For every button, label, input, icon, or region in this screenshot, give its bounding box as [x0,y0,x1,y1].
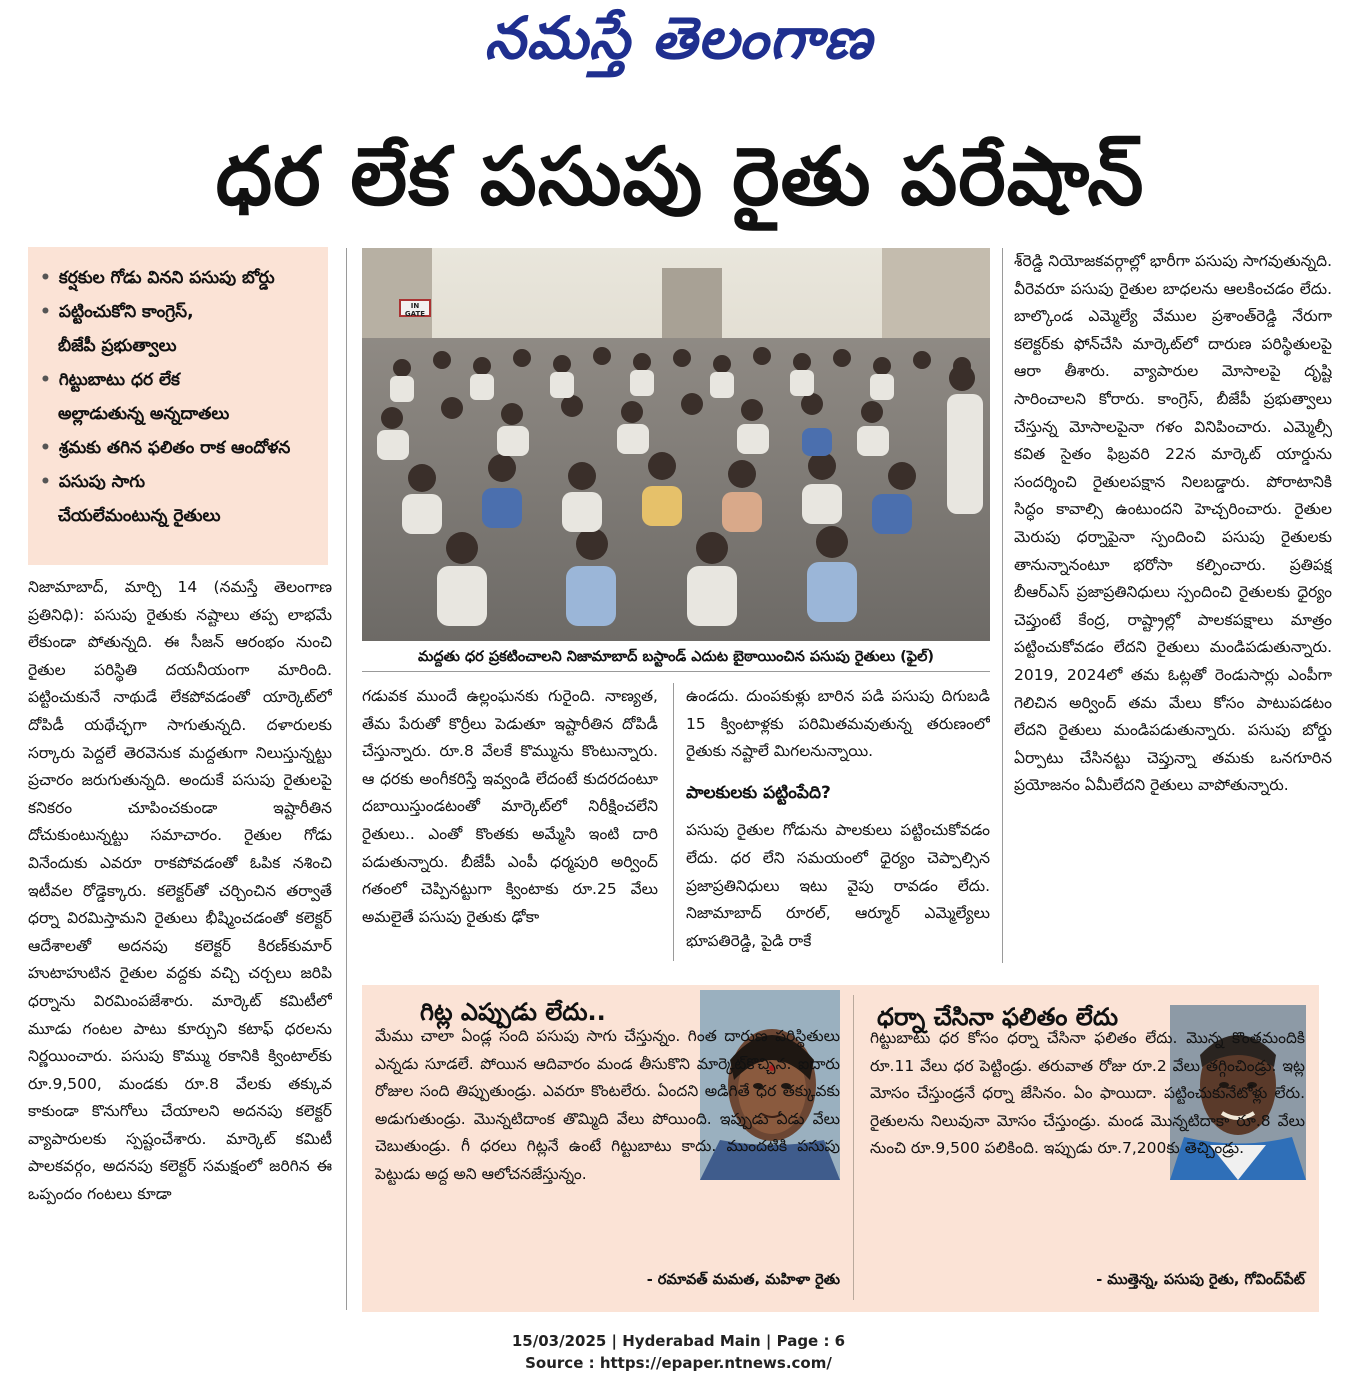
article-paragraph: ఉండదు. దుంపకుళ్లు బారిన పడి పసుపు దిగుబడి 15 క్వింటాళ్లకు పరిమితమవుతున్న తరుణంలో రైతుకు నష్టాలే మిగలనున్నాయి. [686,687,990,761]
quote-text-1 [375,1023,840,1263]
highlight-text: శ్రమకు తగిన ఫలితం రాక ఆందోళన [58,438,291,458]
column-divider [673,683,674,961]
quote-divider [853,995,854,1300]
quote-paragraph: మేము చాలా ఏండ్ల సంది పసుపు సాగు చేస్తున్నం. గింత దారుణ పరిస్థితులు ఎన్నడు సూడలే. పోయిన ఆదివారం మండ తీసుకొని మార్కెట్‌కొచ్చిన. ఐదారు రోజుల సంది తిప్పుతుండ్రు. ఎవరూ కొంటలేరు. ఏందని అడిగితే ధర తక్కువకు అడుగుతుండ్రు. మొన్నటిదాంక తొమ్మిది వేలు పోయింది. ఇప్పుడు ఏడు వేలు చెబుతుండ్రు. గీ ధరలు గిట్లనే ఉంటే గిట్టుబాటు కాదు. ముందటికి పసుపు పెట్టుడు అద్ద అని ఆలోచనజేస్తున్నం. [375,1027,840,1183]
highlights-box [28,247,328,565]
article-paragraph: నిజామాబాద్, మార్చి 14 (నమస్తే తెలంగాణ ప్రతినిధి): పసుపు రైతుకు నష్టాలు తప్ప లాభమే లేకుండా పోతున్నది. ఈ సీజన్ ఆరంభం నుంచి రైతుల పరిస్థితి దయనీయంగా మారింది. పట్టించుకునే నాథుడే లేకపోవడంతో యార్కెట్‌లో దోపిడీ యథేచ్ఛగా సాగుతున్నది. దళారులకు సర్కారు పెద్దలే తెరవెనుక మద్దతుగా నిలుస్తున్నట్టు ప్రచారం జరుగుతున్నది. అందుకే పసుపు రైతులపై కనికరం చూపించకుండా ఇష్టారీతిన దోచుకుంటున్నట్టు సమాచారం. రైతుల గోడు వినేందుకు ఎవరూ రాకపోవడంతో ఓపిక నశించి ఇటీవల రోడ్డెక్కారు. కలెక్టర్‌తో చర్చించిన తర్వాతే ధర్నా విరమిస్తామని రైతులు భీష్మించడంతో కలెక్టర్ ఆదేశాలతో అదనపు కలెక్టర్ కిరణ్‌కుమార్ హుటాహుటిన రైతుల వద్దకు వచ్చి చర్చలు జరిపి ధర్నాను విరమింపజేశారు. మార్కెట్ కమిటీలో మూడు గంటల పాటు కూర్చుని కటాఫ్ ధరలను నిర్ణయించారు. పసుపు కొమ్ము రకానికి క్వింటాల్‌కు రూ.9,500, మండకు రూ.8 వేలకు తక్కువ కాకుండా కొనుగోలు చేయాలని అదనపు కలెక్టర్ వ్యాపారులకు స్పష్టంచేశారు. మార్కెట్ కమిటీ పాలకవర్గం, అదనపు కలెక్టర్ సమక్షంలో జరిగిన ఈ ఒప్పందం గంటలు కూడా [28,578,332,1204]
footer-source: Source : https://epaper.ntnews.com/ [525,1354,832,1372]
gate-sign: IN GATE [404,302,426,318]
highlight-item [40,261,320,295]
highlight-text: కర్షకుల గోడు వినని పసుపు బోర్డు [58,268,275,288]
highlight-item [40,465,320,533]
article-column-4 [1014,248,1332,963]
bullet-icon: • [40,370,51,390]
article-paragraph: శ్‌రెడ్డి నియోజకవర్గాల్లో భారీగా పసుపు సాగవుతున్నది. వీరెవరూ పసుపు రైతుల బాధలను ఆలకించడం లేదు. బాల్కొండ ఎమ్మెల్యే వేముల ప్రశాంత్‌రెడ్డి నేరుగా కలెక్టర్‌కు ఫోన్‌చేసి మార్కెట్‌లో దారుణ పరిస్థితులపై ఆరా తీశారు. వ్యాపారుల మోసాలపై దృష్టి సారించాలని కోరారు. కాంగ్రెస్, బీజేపీ ప్రభుత్వాలు చేస్తున్న మోసాలపైనా గళం వినిపించారు. ఎమ్మెల్సీ కవిత సైతం ఫిబ్రవరి 22న మార్కెట్ యార్డును సందర్శించి రైతులపక్షాన నిలబడ్డారు. పోరాటానికి సిద్ధం కావాల్సి ఉంటుందని హెచ్చరించారు. రైతుల మెరుపు ధర్నాపైనా స్పందించి పసుపు రైతులకు తానున్నానంటూ భరోసా కల్పించారు. ప్రతిపక్ష బీఆర్ఎస్ ప్రజాప్రతినిధులు స్పందించి రైతులకు ధైర్యం చెప్తుంటే కేంద్ర, రాష్ట్రాల్లో పాలకపక్షాలు మాత్రం పట్టించుకోవడం లేదని రైతులు మండిపడుతున్నారు. 2019, 2024లో తమ ఓట్లతో రెండుసార్లు ఎంపీగా గెలిచిన అర్వింద్ తమ మేలు కోసం పాటుపడటం లేదని రైతులు మండిపడుతున్నారు. పసుపు బోర్డు ఏర్పాటు చేసినట్టు చెప్తున్నా తమకు ఒనగూరిన ప్రయోజనం ఏమీలేదని రైతులు వాపోతున్నారు. [1014,252,1332,795]
column-divider [1002,248,1003,963]
bullet-icon: • [40,302,51,322]
column-divider [346,248,347,1310]
article-paragraph: పసుపు రైతుల గోడును పాలకులు పట్టించుకోవడం లేదు. ధర లేని సమయంలో ధైర్యం చెప్పాల్సిన ప్రజాప్రతినిధులు ఇటు వైపు రావడం లేదు. నిజామాబాద్ రూరల్, ఆర్మూర్ ఎమ్మెల్యేలు భూపతిరెడ్డి, పైడి రాకే [686,821,990,950]
quote-text-2 [870,1025,1305,1265]
photo-caption: మద్దతు ధర ప్రకటించాలని నిజామాబాద్ బస్టాండ్ ఎదుట బైఠాయించిన పసుపు రైతులు (ఫైల్) [362,643,990,672]
protest-photo [362,248,990,641]
quote-signature-1: - రమావత్ మమత, మహిళా రైతు [646,1272,840,1288]
highlight-item [40,431,320,465]
bullet-icon: • [40,472,51,492]
highlight-text-cont: అల్లాడుతున్న అన్నదాతలు [58,404,230,424]
article-column-3 [686,683,990,963]
highlight-text-cont: బీజేపీ ప్రభుత్వాలు [58,336,177,356]
quote-title-1: గిట్ల ఎప్పుడు లేదు.. [420,998,606,1026]
quote-paragraph: గిట్టుబాటు ధర కోసం ధర్నా చేసినా ఫలితం లేదు. మొన్న కొంతమందికి రూ.11 వేలు ధర పెట్టిండ్రు. తరువాత రోజు రూ.2 వేలు తగ్గించిండ్రు. ఇట్ల మోసం చేస్తుండ్రనే ధర్నా జేసినం. ఏం ఫాయిదా. పట్టించుకునేటోళ్లు లేరు. రైతులను నిలువునా మోసం చేస్తుండ్రు. మండ మొన్నటిదాకా రూ.8 వేలు నుంచి రూ.9,500 పలికింది. ఇప్పుడు రూ.7,200కు తెచ్చిండ్రు. [870,1029,1305,1158]
quote-title-2: ధర్నా చేసినా ఫలితం లేదు [877,1003,1119,1031]
highlight-text: గిట్టుబాటు ధర లేక [58,370,180,390]
article-column-2 [362,683,658,963]
headline: ధర లేక పసుపు రైతు పరేషాన్ [215,130,1145,223]
footer-edition-info: 15/03/2025 | Hyderabad Main | Page : 6 [511,1332,846,1350]
quote-signature-2: - ముత్తెన్న, పసుపు రైతు, గోవింద్‌పేట్ [1096,1272,1305,1288]
highlight-item [40,363,320,431]
bullet-icon: • [40,438,51,458]
masthead-logo: నమస్తే తెలంగాణ [484,4,873,72]
section-subhead: పాలకులకు పట్టింపేది? [686,782,831,803]
bullet-icon: • [40,268,51,288]
article-column-1 [28,574,332,1314]
highlight-item [40,295,320,363]
highlight-text: పట్టించుకోని కాంగ్రెస్, [58,302,194,322]
article-paragraph: గడువక ముందే ఉల్లంఘనకు గురైంది. నాణ్యత, తేమ పేరుతో కొర్రీలు పెడుతూ ఇష్టారీతిన దోపిడీ చేస్తున్నారు. రూ.8 వేలకే కొమ్మును కొంటున్నారు. ఆ ధరకు అంగీకరిస్తే ఇవ్వండి లేదంటే కుదరదంటూ దబాయిస్తుండటంతో మార్కెట్‌లో నిరీక్షించలేని రైతులు.. ఎంతో కొంతకు అమ్మేసి ఇంటి దారి పడుతున్నారు. బీజేపీ ఎంపీ ధర్మపురి అర్వింద్ గతంలో చెప్పినట్టుగా క్వింటాకు రూ.25 వేలు అమలైతే పసుపు రైతుకు ఢోకా [362,687,658,926]
highlight-text: పసుపు సాగు [58,472,145,492]
highlight-text-cont: చేయలేమంటున్న రైతులు [58,506,221,526]
